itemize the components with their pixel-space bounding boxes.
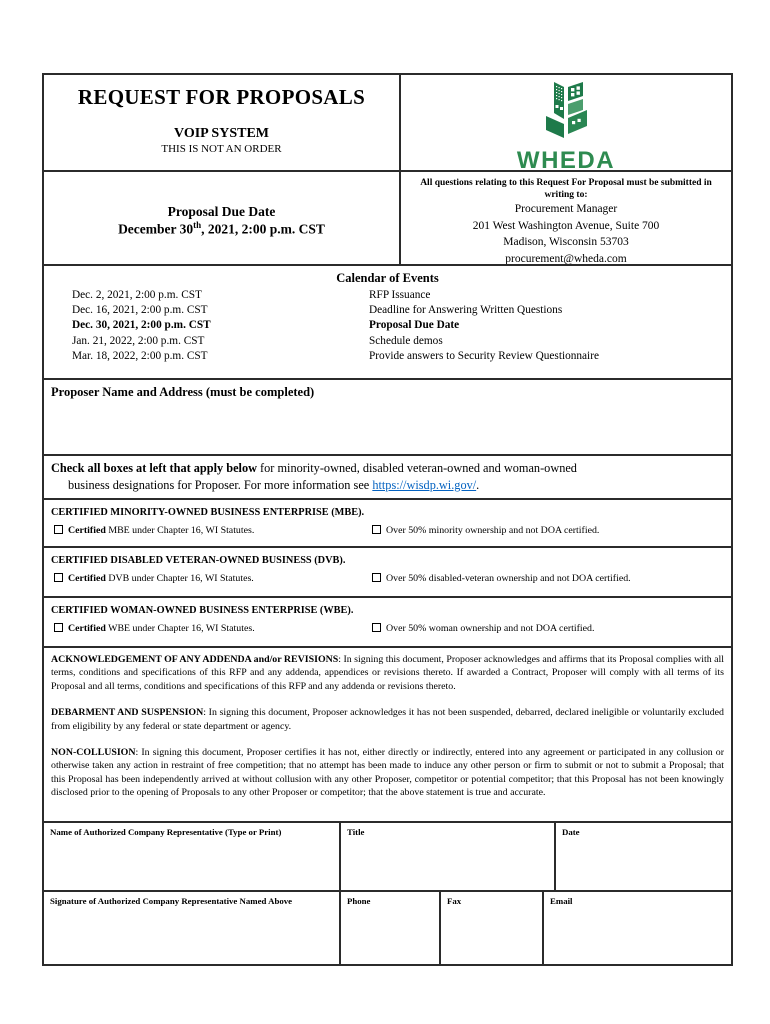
calendar-row [44, 335, 731, 350]
dvb-certified-checkbox[interactable] [54, 573, 63, 582]
calendar-date: Dec. 2, 2021, 2:00 p.m. CST [72, 289, 202, 301]
wbe-options-row [51, 623, 724, 636]
mbe-certification-section [44, 498, 731, 546]
rfp-form-table [42, 73, 733, 966]
phone-label: Phone [347, 896, 371, 906]
calendar-row-proposal-due [44, 319, 731, 334]
date-label: Date [562, 827, 580, 837]
calendar-event: Proposal Due Date [369, 319, 460, 332]
dvb-over50-text: Over 50% disabled-veteran ownership and not DOA certified. [386, 573, 631, 584]
acknowledgement-heading: ACKNOWLEDGEMENT OF ANY ADDENDA and/or REVISIONS [51, 654, 339, 665]
calendar-date: Jan. 21, 2022, 2:00 p.m. CST [72, 334, 205, 347]
contact-street: 201 West Washington Avenue, Suite 700 [472, 219, 660, 232]
calendar-date: Dec. 30, 2021, 2:00 p.m. CST [72, 319, 211, 332]
contact-city: Madison, Wisconsin 53703 [503, 236, 629, 248]
dvb-over50-option [372, 573, 631, 584]
non-collusion-heading: NON-COLLUSION [51, 747, 136, 759]
contact-email: procurement@wheda.com [505, 252, 627, 265]
title-label: Title [347, 827, 365, 837]
wbe-certified-text: WBE under Chapter 16, WI Statutes. [105, 623, 255, 634]
mbe-options-row [51, 525, 724, 538]
legal-terms-section [44, 646, 731, 821]
dvb-certified-option [54, 573, 254, 584]
calendar-event: Provide answers to Security Review Questionnaire [369, 349, 599, 362]
signature-row-2 [44, 890, 731, 964]
non-collusion-paragraph [51, 746, 724, 800]
representative-name-label: Name of Authorized Company Representative (Type or Print) [50, 827, 282, 837]
note-text-line2: business designations for Proposer. For more information see [68, 477, 373, 492]
mbe-certified-text: MBE under Chapter 16, WI Statutes. [105, 525, 255, 536]
wheda-wordmark: WHEDA [516, 147, 616, 174]
calendar-of-events-section [44, 264, 731, 378]
calendar-rows [44, 289, 731, 365]
mbe-heading: CERTIFIED MINORITY-OWNED BUSINESS ENTERPRISE (MBE). [51, 507, 365, 518]
wbe-certified-bold: Certified [68, 623, 106, 634]
title-field[interactable] [339, 823, 554, 890]
wisdp-link[interactable]: https://wisdp.wi.gov/ [372, 477, 477, 492]
fax-field[interactable] [439, 892, 542, 964]
debarment-body: : In signing this document, Proposer acknowledges it has not been suspended, debarred, declared ineligible or voluntarily excluded from eligibility by any federal or state department or agency. [51, 707, 724, 732]
mbe-certified-option [54, 525, 254, 536]
debarment-paragraph [51, 706, 724, 733]
wbe-certified-option [54, 623, 255, 634]
calendar-date: Dec. 16, 2021, 2:00 p.m. CST [72, 304, 208, 317]
dvb-certified-text: DVB under Chapter 16, WI Statutes. [105, 573, 254, 584]
proposer-name-label: Proposer Name and Address (must be completed) [51, 385, 315, 399]
mbe-certified-checkbox[interactable] [54, 525, 63, 534]
questions-cell [399, 170, 731, 264]
debarment-heading: DEBARMENT AND SUSPENSION [51, 707, 204, 719]
note-bold-lead: Check all boxes at left that apply below [51, 461, 257, 475]
calendar-event: Schedule demos [369, 334, 443, 347]
proposer-name-section [44, 378, 731, 454]
acknowledgement-body: : In signing this document, Proposer acknowledges and affirms that its Proposal complies with all terms, conditions and specifications of this RFP and any addenda, appendices or revisions thereto. If awarded a Contract, Proposer will comply with all terms of its Proposal and all terms, conditions and specifications of this RFP and any addenda or revisions thereto. [51, 654, 724, 692]
signature-row-1 [44, 821, 731, 890]
mbe-certified-bold: Certified [68, 525, 106, 536]
email-label: Email [550, 896, 573, 906]
note-text: for minority-owned, disabled veteran-owned and woman-owned [256, 461, 577, 475]
logo-cell [399, 75, 731, 174]
calendar-event: Deadline for Answering Written Questions [369, 304, 563, 317]
dvb-options-row [51, 573, 724, 586]
calendar-row [44, 289, 731, 304]
dvb-over50-checkbox[interactable] [372, 573, 381, 582]
dvb-certified-bold: Certified [68, 573, 106, 584]
dvb-certification-section [44, 546, 731, 596]
signature-field[interactable] [44, 892, 339, 964]
wbe-over50-checkbox[interactable] [372, 623, 381, 632]
dvb-heading: CERTIFIED DISABLED VETERAN-OWNED BUSINESS (DVB). [51, 555, 346, 566]
calendar-date: Mar. 18, 2022, 2:00 p.m. CST [72, 349, 208, 362]
signature-label: Signature of Authorized Company Representative Named Above [50, 896, 293, 906]
designations-note-section [44, 454, 731, 498]
wbe-certification-section [44, 596, 731, 646]
calendar-row [44, 350, 731, 365]
due-date-cell [44, 170, 399, 264]
due-date-value: December 30th, 2021, 2:00 p.m. CST [118, 220, 325, 237]
calendar-row [44, 304, 731, 319]
date-field[interactable] [554, 823, 731, 890]
due-date-label: Proposal Due Date [167, 204, 276, 219]
note-period: . [476, 477, 480, 492]
questions-instruction: All questions relating to this Request For Proposal must be submitted in writing to: [420, 178, 712, 200]
proposer-name-input-area[interactable] [44, 406, 731, 454]
wbe-certified-checkbox[interactable] [54, 623, 63, 632]
wheda-buildings-logo-icon [537, 81, 595, 143]
calendar-event: RFP Issuance [369, 289, 431, 301]
fax-label: Fax [447, 896, 462, 906]
wbe-over50-text: Over 50% woman ownership and not DOA certified. [386, 623, 595, 634]
page-title: REQUEST FOR PROPOSALS [77, 85, 366, 109]
wbe-over50-option [372, 623, 594, 634]
mbe-over50-text: Over 50% minority ownership and not DOA certified. [386, 525, 600, 536]
mbe-over50-checkbox[interactable] [372, 525, 381, 534]
representative-name-field[interactable] [44, 823, 339, 890]
mbe-over50-option [372, 525, 599, 536]
not-an-order-note: THIS IS NOT AN ORDER [161, 143, 282, 155]
non-collusion-body: : In signing this document, Proposer certifies it has not, either directly or indirectly, entered into any agreement or participated in any collusion or otherwise taken any action in restraint of free competition; that no attempt has been made to induce any other person or firm to submit or not to submit a Proposal; that this Proposal has been independently arrived at without collusion with any other Proposer, competitor or potential competitor; that this Proposal has not been knowingly disclosed prior to the opening of Proposals to any other Proposer or competitor; that the above statement is true and accurate. [51, 747, 724, 799]
header-section [44, 75, 731, 264]
project-subtitle: VOIP SYSTEM [173, 126, 270, 141]
contact-name: Procurement Manager [514, 203, 618, 215]
calendar-title: Calendar of Events [336, 271, 439, 285]
wbe-heading: CERTIFIED WOMAN-OWNED BUSINESS ENTERPRISE (WBE). [51, 605, 354, 616]
title-cell [44, 75, 399, 170]
acknowledgement-paragraph [51, 653, 724, 693]
phone-field[interactable] [339, 892, 439, 964]
email-field[interactable] [542, 892, 731, 964]
